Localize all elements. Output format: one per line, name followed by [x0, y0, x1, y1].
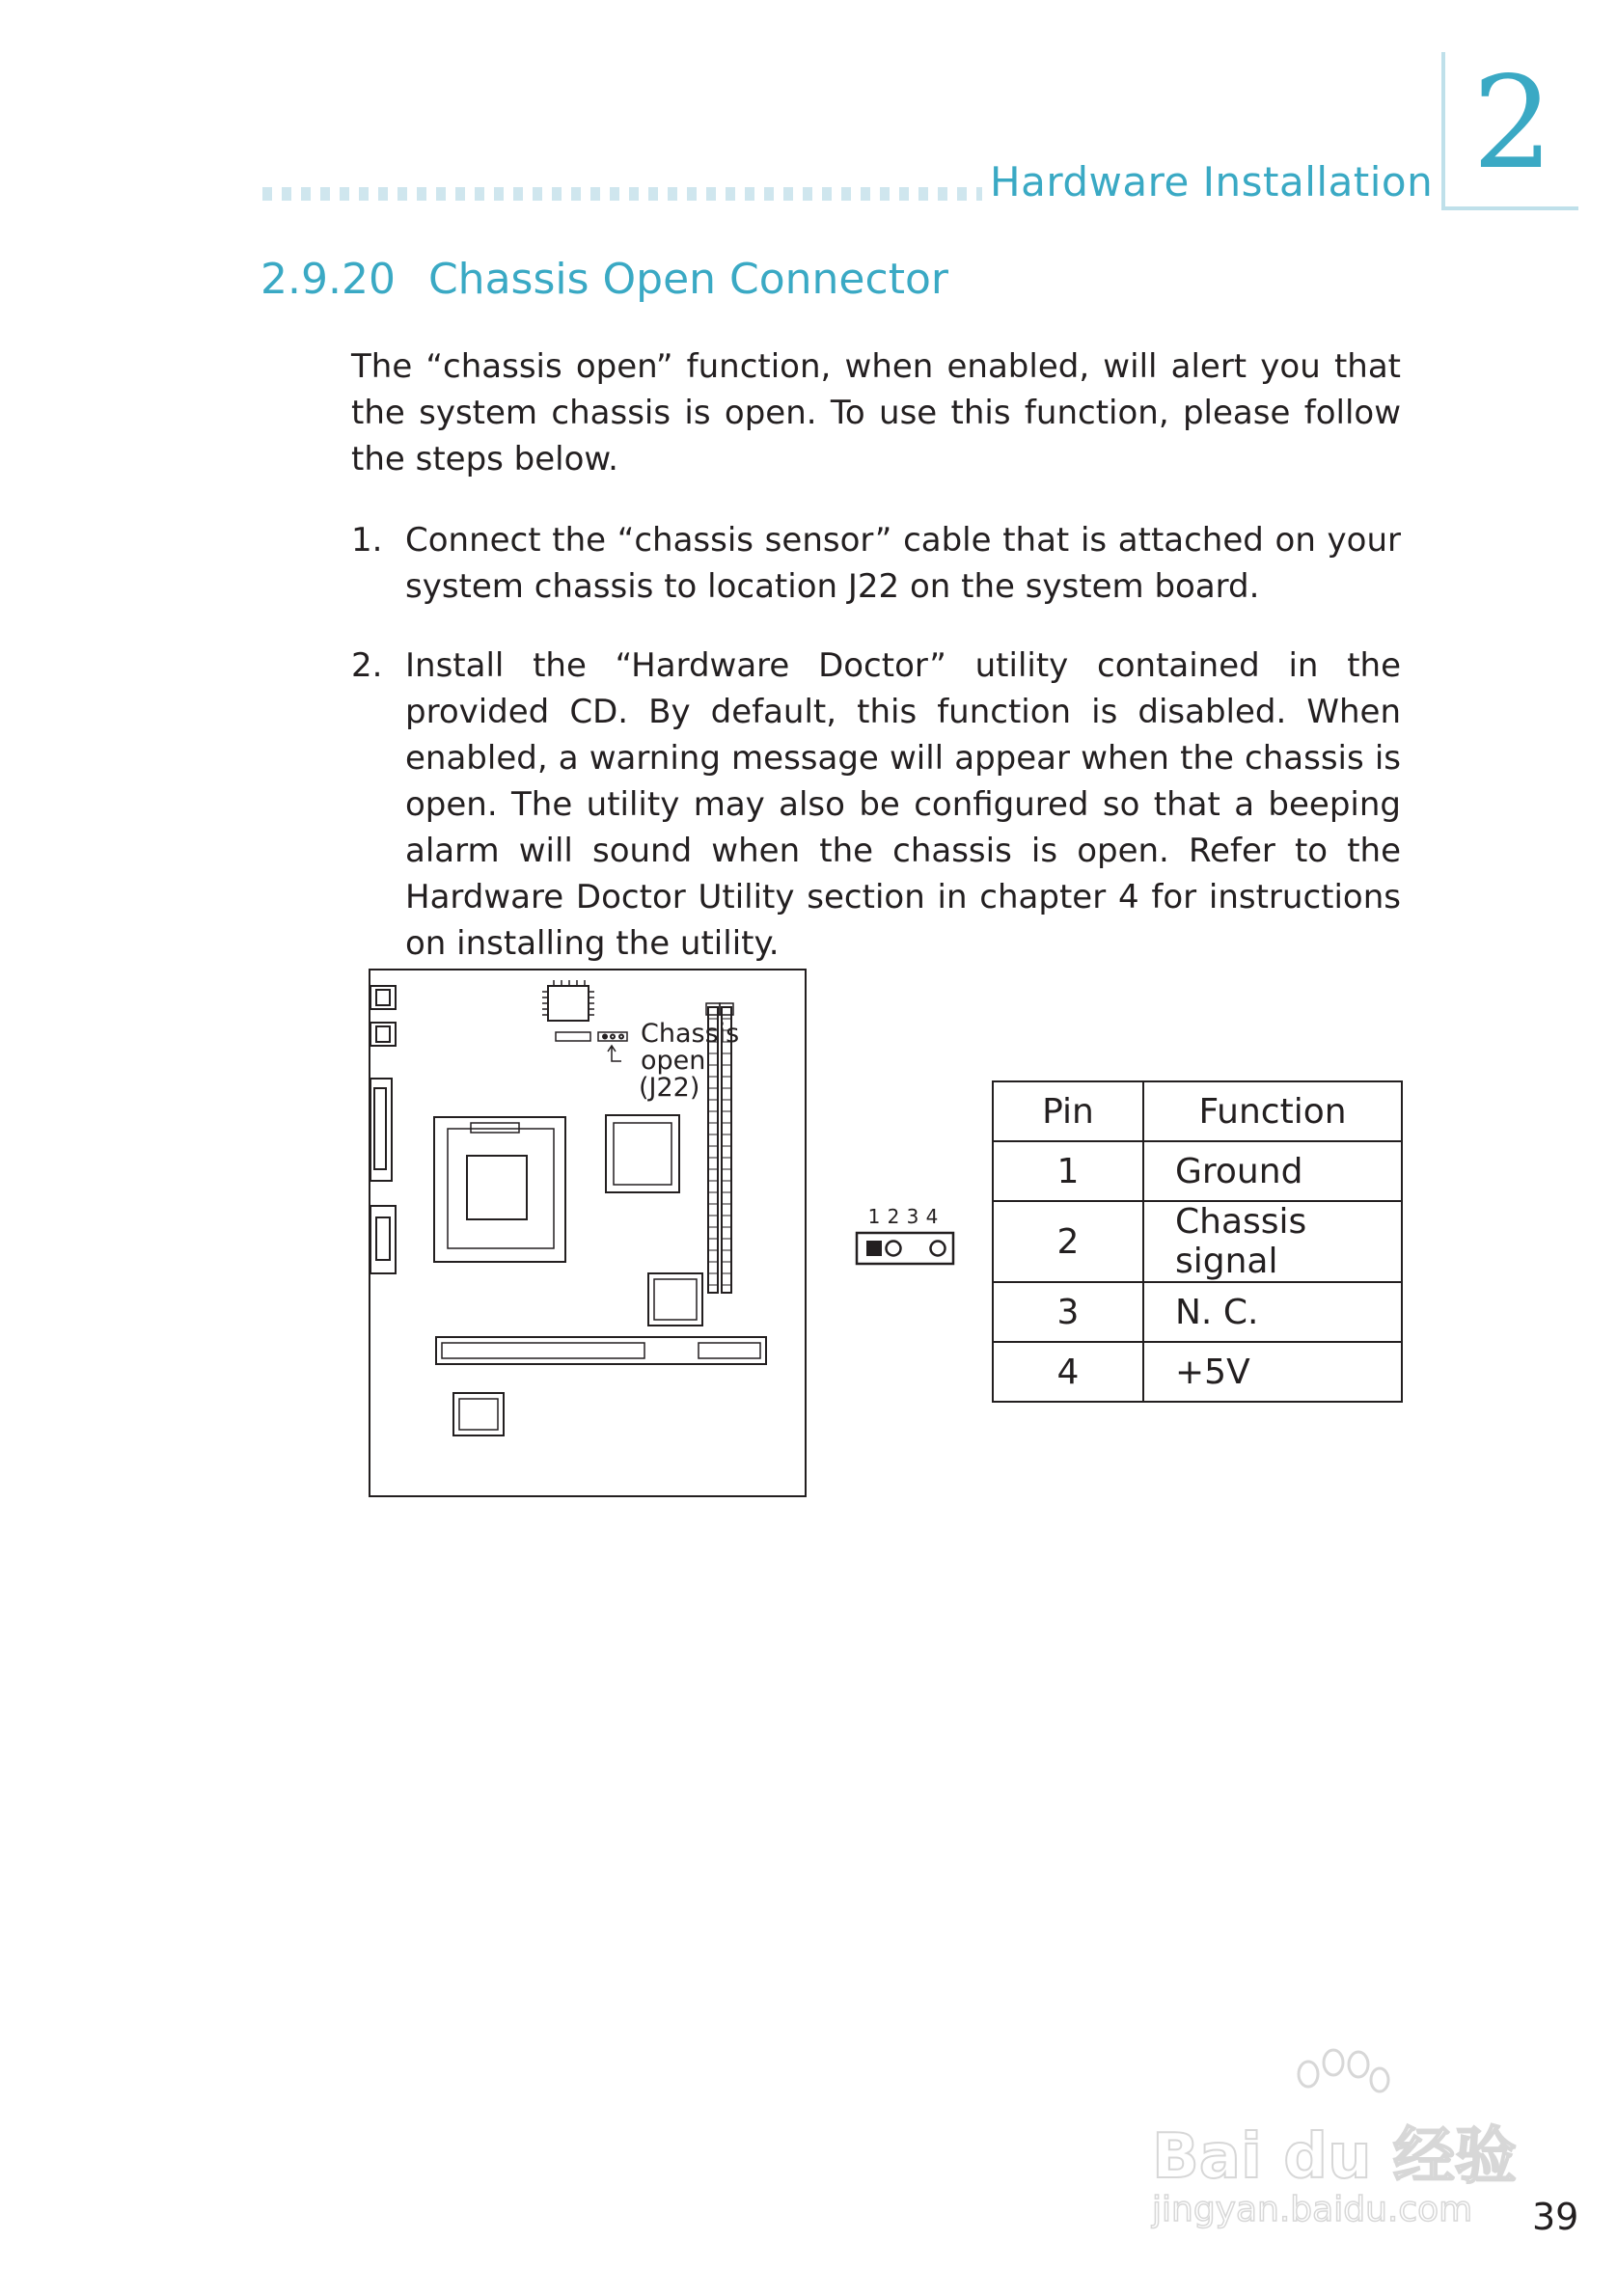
- southbridge-chip: [648, 1273, 702, 1326]
- jumper-pin-1-square: [866, 1241, 882, 1256]
- arrow-icon: [608, 1046, 616, 1057]
- steps-list: [351, 517, 1401, 967]
- j22-board-pin: [611, 1035, 615, 1039]
- motherboard-diagram: [369, 969, 807, 1497]
- function-cell: +5V: [1143, 1342, 1402, 1402]
- northbridge-chip: [606, 1115, 679, 1192]
- label-leader-line: [612, 1057, 621, 1061]
- list-item: [351, 642, 1401, 967]
- watermark-text: Bai du 经验: [1152, 2121, 1517, 2193]
- step-text: Install the “Hardware Doctor” utility contained in the provided CD. By default, this function is disabled. When enabled, a warning message will appear when the chassis is open. The utility may also be configured so that a beeping alarm will sound when the chassis is open. Refer to the Hardware Doctor Utility section in chapter 4 for instructions on installing the utility.: [405, 646, 1401, 963]
- baidu-watermark: [1144, 2045, 1521, 2238]
- bios-chip-inner: [459, 1399, 498, 1430]
- pin-cell: 3: [993, 1282, 1143, 1342]
- section-title: Chassis Open Connector: [427, 255, 948, 304]
- function-cell: N. C.: [1143, 1282, 1402, 1342]
- cpu-die: [467, 1156, 527, 1219]
- io-chip: [548, 986, 589, 1021]
- cpu-socket-lever: [471, 1123, 519, 1133]
- expansion-slot: [436, 1337, 766, 1364]
- table-row: [993, 1282, 1402, 1342]
- pin-cell: 4: [993, 1342, 1143, 1402]
- jumper-pin-label: 1: [867, 1205, 881, 1228]
- step-text: Connect the “chassis sensor” cable that is attached on your system chassis to location J22 on the system board.: [405, 521, 1401, 606]
- diagram-label-chassis: Chassis: [641, 1019, 740, 1049]
- running-header-title: Hardware Installation: [990, 158, 1434, 205]
- j22-board-pin: [603, 1035, 607, 1039]
- cpu-socket: [434, 1117, 565, 1262]
- io-port-inner: [376, 1026, 390, 1042]
- dimm-contacts: [722, 1019, 731, 1285]
- io-port-inner: [376, 990, 390, 1005]
- vga-port-inner: [376, 1217, 390, 1260]
- intro-paragraph: The “chassis open” function, when enabled, will alert you that the system chassis is open. To use this function, please follow the steps below.: [351, 347, 1401, 478]
- header-dotted-rule: [262, 187, 982, 201]
- cpu-socket-inner: [448, 1129, 554, 1248]
- table-header-row: [993, 1081, 1402, 1141]
- northbridge-inner: [614, 1123, 671, 1185]
- list-item: [351, 517, 1401, 610]
- dimm-contacts: [708, 1019, 718, 1285]
- column-header-pin: Pin: [993, 1081, 1143, 1141]
- expansion-slot-segment: [442, 1343, 644, 1358]
- jumper-pin-4: [931, 1242, 946, 1256]
- j22-jumper-figure: [849, 1196, 965, 1273]
- section-number: 2.9.20: [260, 255, 396, 304]
- pin-cell: 2: [993, 1201, 1143, 1282]
- diagram-label-open: open: [641, 1046, 706, 1076]
- pin-function-table: [992, 1080, 1403, 1403]
- column-header-function: Function: [1143, 1081, 1402, 1141]
- jumper-pin-label: 4: [925, 1205, 939, 1228]
- j22-board-pin: [619, 1035, 623, 1039]
- page-number: 39: [1532, 2196, 1579, 2238]
- function-cell: Ground: [1143, 1141, 1402, 1201]
- chapter-number: 2: [1472, 49, 1553, 198]
- step-number: 1.: [351, 521, 383, 560]
- expansion-slot-segment: [699, 1343, 760, 1358]
- paw-icon: [1279, 2045, 1395, 2113]
- pin-cell: 1: [993, 1141, 1143, 1201]
- table-row: [993, 1342, 1402, 1402]
- southbridge-inner: [654, 1279, 697, 1320]
- step-number: 2.: [351, 646, 383, 685]
- diagram-label-j22: (J22): [639, 1073, 700, 1103]
- jumper-pin-label: 2: [887, 1205, 900, 1228]
- jumper-pin-label: 3: [906, 1205, 919, 1228]
- pin-header-small: [556, 1032, 590, 1041]
- vga-port-connector: [370, 1206, 396, 1273]
- function-cell: Chassis signal: [1143, 1201, 1402, 1282]
- watermark-url: jingyan.baidu.com: [1152, 2190, 1473, 2229]
- serial-port-inner: [374, 1088, 386, 1169]
- section-heading: [260, 255, 948, 304]
- jumper-pin-2: [887, 1242, 901, 1256]
- table-row: [993, 1201, 1402, 1282]
- table-row: [993, 1141, 1402, 1201]
